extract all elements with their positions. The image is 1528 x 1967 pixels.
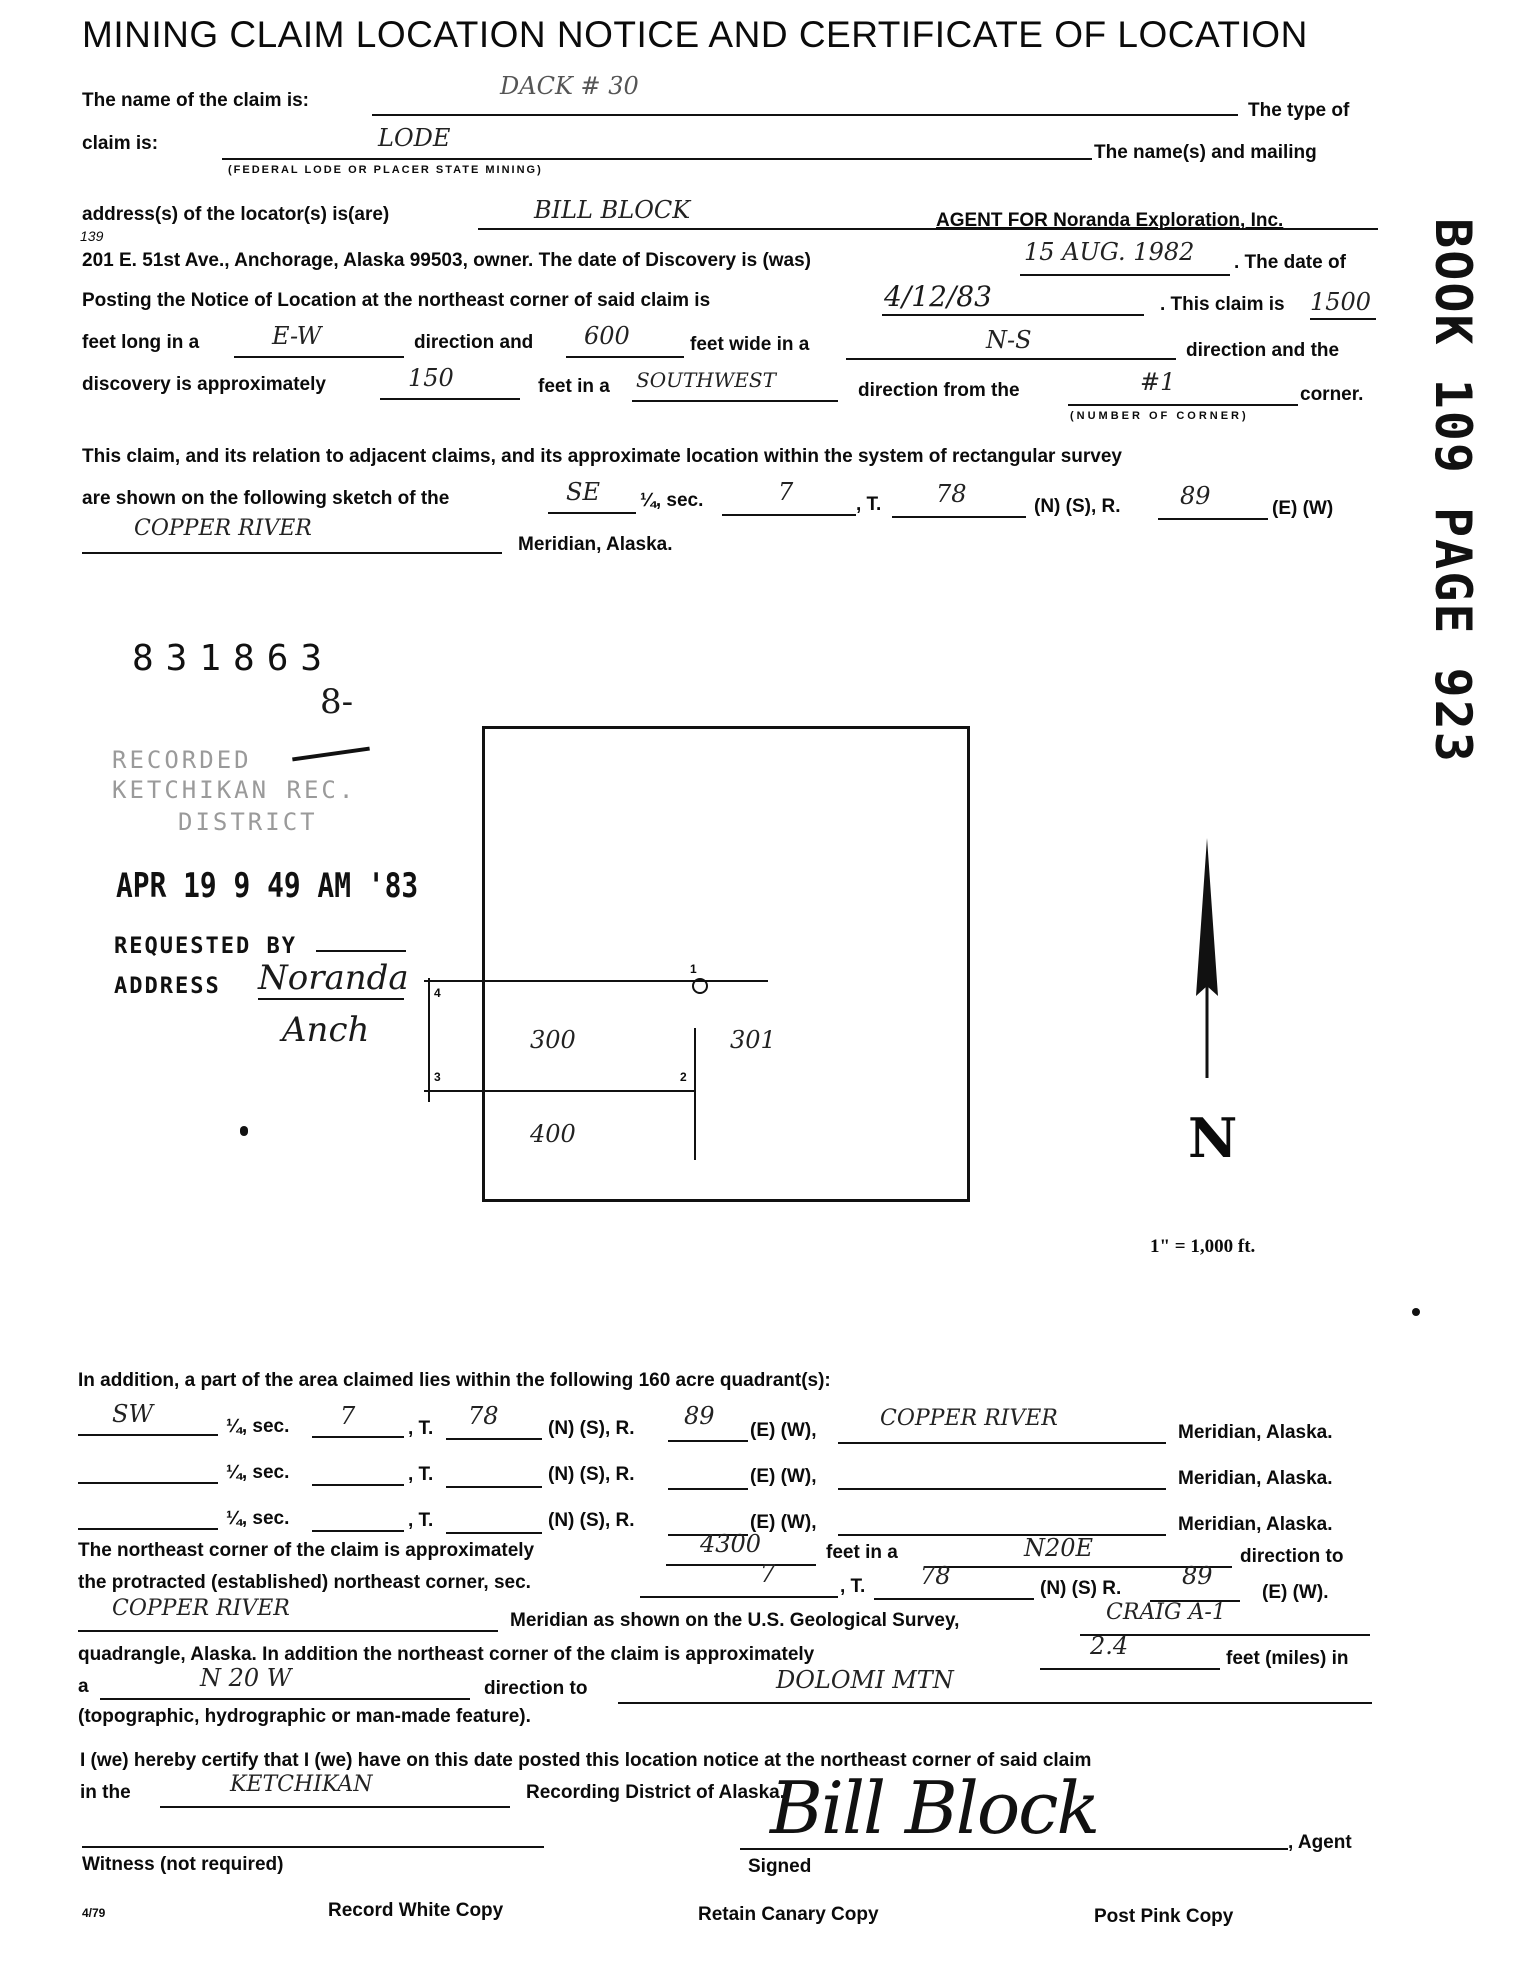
claim-relation-text: This claim, and its relation to adjacent claims, and its approximate location within the system of rectangular survey	[82, 446, 1122, 467]
book-page-stamp: BOOK 109 PAGE 923	[1423, 218, 1482, 764]
certify-text-b: in the	[80, 1782, 131, 1803]
sketch-label-301: 301	[730, 1026, 776, 1054]
agent-for: AGENT FOR Noranda Exploration, Inc.	[936, 210, 1284, 231]
north-label: N	[1188, 1106, 1238, 1170]
copy-canary: Retain Canary Copy	[698, 1904, 879, 1925]
quad-2-ew-label: (E) (W),	[750, 1466, 817, 1487]
ne-corner-r: 89	[1182, 1562, 1213, 1590]
agent-label: , Agent	[1288, 1832, 1352, 1853]
requested-by-hw: Noranda	[258, 958, 409, 998]
speck	[1412, 1308, 1420, 1316]
signed-label: Signed	[748, 1856, 812, 1877]
ne-corner-text-e: , T.	[840, 1576, 866, 1597]
sketch-label-400: 400	[530, 1120, 576, 1148]
quad-3-t-label: , T.	[408, 1510, 434, 1531]
ne-corner-text-i: quadrangle, Alaska. In addition the northeast corner of the claim is approximately	[78, 1644, 815, 1665]
direction-from-label: direction from the	[858, 380, 1020, 401]
direction-and-label: direction and	[414, 332, 534, 353]
recording-district: KETCHIKAN	[230, 1772, 373, 1797]
quad-3-meridian-label: Meridian, Alaska.	[1178, 1514, 1333, 1535]
posting-date: 4/12/83	[884, 280, 992, 313]
section-value: 7	[778, 478, 794, 506]
discovery-approx-label: discovery is approximately	[82, 374, 326, 395]
form-code: 4/79	[82, 1906, 106, 1920]
address-hw: Anch	[282, 1010, 370, 1050]
ne-corner-feature: DOLOMI MTN	[776, 1666, 954, 1694]
quadrants-intro: In addition, a part of the area claimed lies within the following 160 acre quadrant(s):	[78, 1370, 831, 1391]
ne-corner-miles: 2.4	[1090, 1632, 1129, 1660]
posting-label: Posting the Notice of Location at the northeast corner of said claim is	[82, 290, 711, 311]
usgs-quadrangle: CRAIG A-1	[1106, 1600, 1226, 1625]
ne-corner-text-h: Meridian as shown on the U.S. Geological Survey,	[510, 1610, 960, 1631]
feet-long-label: feet long in a	[82, 332, 200, 353]
stamp-faint-recorded: RECORDED	[112, 746, 252, 774]
claim-type-options: (FEDERAL LODE OR PLACER STATE MINING)	[228, 164, 543, 176]
quad-3-ew-label: (E) (W),	[750, 1512, 817, 1533]
quad-1-t-label: , T.	[408, 1418, 434, 1439]
witness-label: Witness (not required)	[82, 1854, 284, 1875]
sketch-label-300: 300	[530, 1026, 576, 1054]
type-of-label: The type of	[1248, 100, 1350, 121]
certify-text-a: I (we) hereby certify that I (we) have on this date posted this location notice at the northeast corner of said claim	[80, 1750, 1092, 1771]
ne-corner-text-m: (topographic, hydrographic or man-made feature).	[78, 1706, 531, 1727]
discovery-date: 15 AUG. 1982	[1024, 238, 1195, 266]
stamp-date: APR 19 9 49 AM '83	[116, 866, 419, 906]
ne-corner-direction-2: N 20 W	[200, 1664, 292, 1692]
quad-1-r: 89	[684, 1402, 715, 1430]
meridian-value: COPPER RIVER	[134, 516, 312, 541]
discovery-distance: 150	[408, 364, 454, 392]
speck	[240, 1126, 248, 1136]
corner-number: #1	[1140, 368, 1176, 396]
township-value: 78	[936, 480, 967, 508]
ne-corner-meridian: COPPER RIVER	[112, 1596, 290, 1621]
ew-label: (E) (W)	[1272, 498, 1334, 519]
ne-corner-distance: 4300	[700, 1530, 762, 1558]
quad-1-meridian: COPPER RIVER	[880, 1406, 1058, 1431]
ne-corner-text-c: direction to	[1240, 1546, 1344, 1567]
feet-in-a-label: feet in a	[538, 376, 610, 397]
quad-1-ew-label: (E) (W),	[750, 1420, 817, 1441]
date-of-label: . The date of	[1234, 252, 1346, 273]
ne-corner-sec: 7	[760, 1560, 776, 1588]
quad-1-sec: 7	[340, 1402, 356, 1430]
claim-name-value: DACK # 30	[500, 72, 639, 100]
address-label: ADDRESS	[114, 974, 221, 999]
township-label: , T.	[856, 494, 882, 515]
sketch-of-label: are shown on the following sketch of the	[82, 488, 450, 509]
ne-corner-text-a: The northeast corner of the claim is approximately	[78, 1540, 535, 1561]
corner-caption: (NUMBER OF CORNER)	[1070, 410, 1249, 422]
quad-1-t: 78	[468, 1402, 499, 1430]
long-direction: E-W	[272, 322, 322, 350]
ne-corner-text-b: feet in a	[826, 1542, 898, 1563]
certify-text-c: Recording District of Alaska.	[526, 1782, 786, 1803]
claim-type-value: LODE	[378, 124, 451, 152]
claim-name-label: The name of the claim is:	[82, 90, 309, 111]
requested-by-label: REQUESTED BY	[114, 934, 297, 959]
quad-1-sec-label: ¼, sec.	[226, 1416, 290, 1437]
range-value: 89	[1180, 482, 1211, 510]
corner-2-label: 2	[680, 1070, 687, 1084]
ne-corner-text-k: a	[78, 1676, 89, 1697]
stamp-faint-district-name: KETCHIKAN REC.	[112, 776, 357, 804]
claim-east-line	[694, 1028, 696, 1160]
locator-name: BILL BLOCK	[534, 196, 691, 224]
claim-type-label: claim is:	[82, 133, 159, 154]
address-discovery-text: 201 E. 51st Ave., Anchorage, Alaska 99503, owner. The date of Discovery is (was)	[82, 250, 812, 271]
width-ft: 600	[584, 322, 630, 350]
ne-corner-text-d: the protracted (established) northeast corner, sec.	[78, 1572, 531, 1593]
corner-1-label: 1	[690, 962, 697, 976]
scale-label: 1" = 1,000 ft.	[1150, 1236, 1256, 1257]
ne-corner-direction: N20E	[1024, 1534, 1094, 1562]
names-mailing-label: The name(s) and mailing	[1094, 142, 1317, 163]
corner-label: corner.	[1300, 384, 1364, 405]
ns-range-label: (N) (S), R.	[1034, 496, 1121, 517]
quad-2-t-label: , T.	[408, 1464, 434, 1485]
direction-and-the-label: direction and the	[1186, 340, 1340, 361]
ne-corner-text-j: feet (miles) in	[1226, 1648, 1349, 1669]
quarter-value: SE	[566, 478, 600, 506]
recording-number: 831863	[132, 638, 335, 679]
quad-2-meridian-label: Meridian, Alaska.	[1178, 1468, 1333, 1489]
ne-corner-t: 78	[920, 1562, 951, 1590]
quad-1-quarter: SW	[112, 1400, 154, 1428]
ne-corner-text-g: (E) (W).	[1262, 1582, 1329, 1603]
copy-pink: Post Pink Copy	[1094, 1906, 1234, 1927]
address-correction: 139	[80, 228, 104, 244]
ne-corner-text-f: (N) (S) R.	[1040, 1578, 1122, 1599]
quad-3-sec-label: ¼, sec.	[226, 1508, 290, 1529]
feet-wide-label: feet wide in a	[690, 334, 810, 355]
discovery-point	[692, 978, 708, 994]
quad-2-sec-label: ¼, sec.	[226, 1462, 290, 1483]
agent-signature: Bill Block	[770, 1766, 1099, 1850]
length-ft: 1500	[1310, 288, 1372, 316]
form-title: MINING CLAIM LOCATION NOTICE AND CERTIFICATE OF LOCATION	[82, 14, 1308, 55]
quarter-sec-label: ¼, sec.	[640, 490, 704, 511]
north-arrow-icon	[1186, 836, 1228, 1080]
stamp-faint-district: DISTRICT	[178, 808, 318, 836]
copy-white: Record White Copy	[328, 1900, 504, 1921]
claim-west-line	[428, 978, 430, 1102]
claim-is-label: . This claim is	[1160, 294, 1285, 315]
meridian-alaska-label: Meridian, Alaska.	[518, 534, 673, 555]
quad-3-ns-label: (N) (S), R.	[548, 1510, 635, 1531]
quad-1-meridian-label: Meridian, Alaska.	[1178, 1422, 1333, 1443]
wide-direction: N-S	[986, 326, 1032, 354]
corner-4-label: 4	[434, 986, 441, 1000]
quad-2-ns-label: (N) (S), R.	[548, 1464, 635, 1485]
ne-corner-text-l: direction to	[484, 1678, 588, 1699]
quad-1-ns-label: (N) (S), R.	[548, 1418, 635, 1439]
locator-label: address(s) of the locator(s) is(are)	[82, 204, 390, 225]
recording-sub: 8-	[320, 682, 354, 722]
corner-3-label: 3	[434, 1070, 441, 1084]
discovery-direction: SOUTHWEST	[636, 368, 776, 392]
